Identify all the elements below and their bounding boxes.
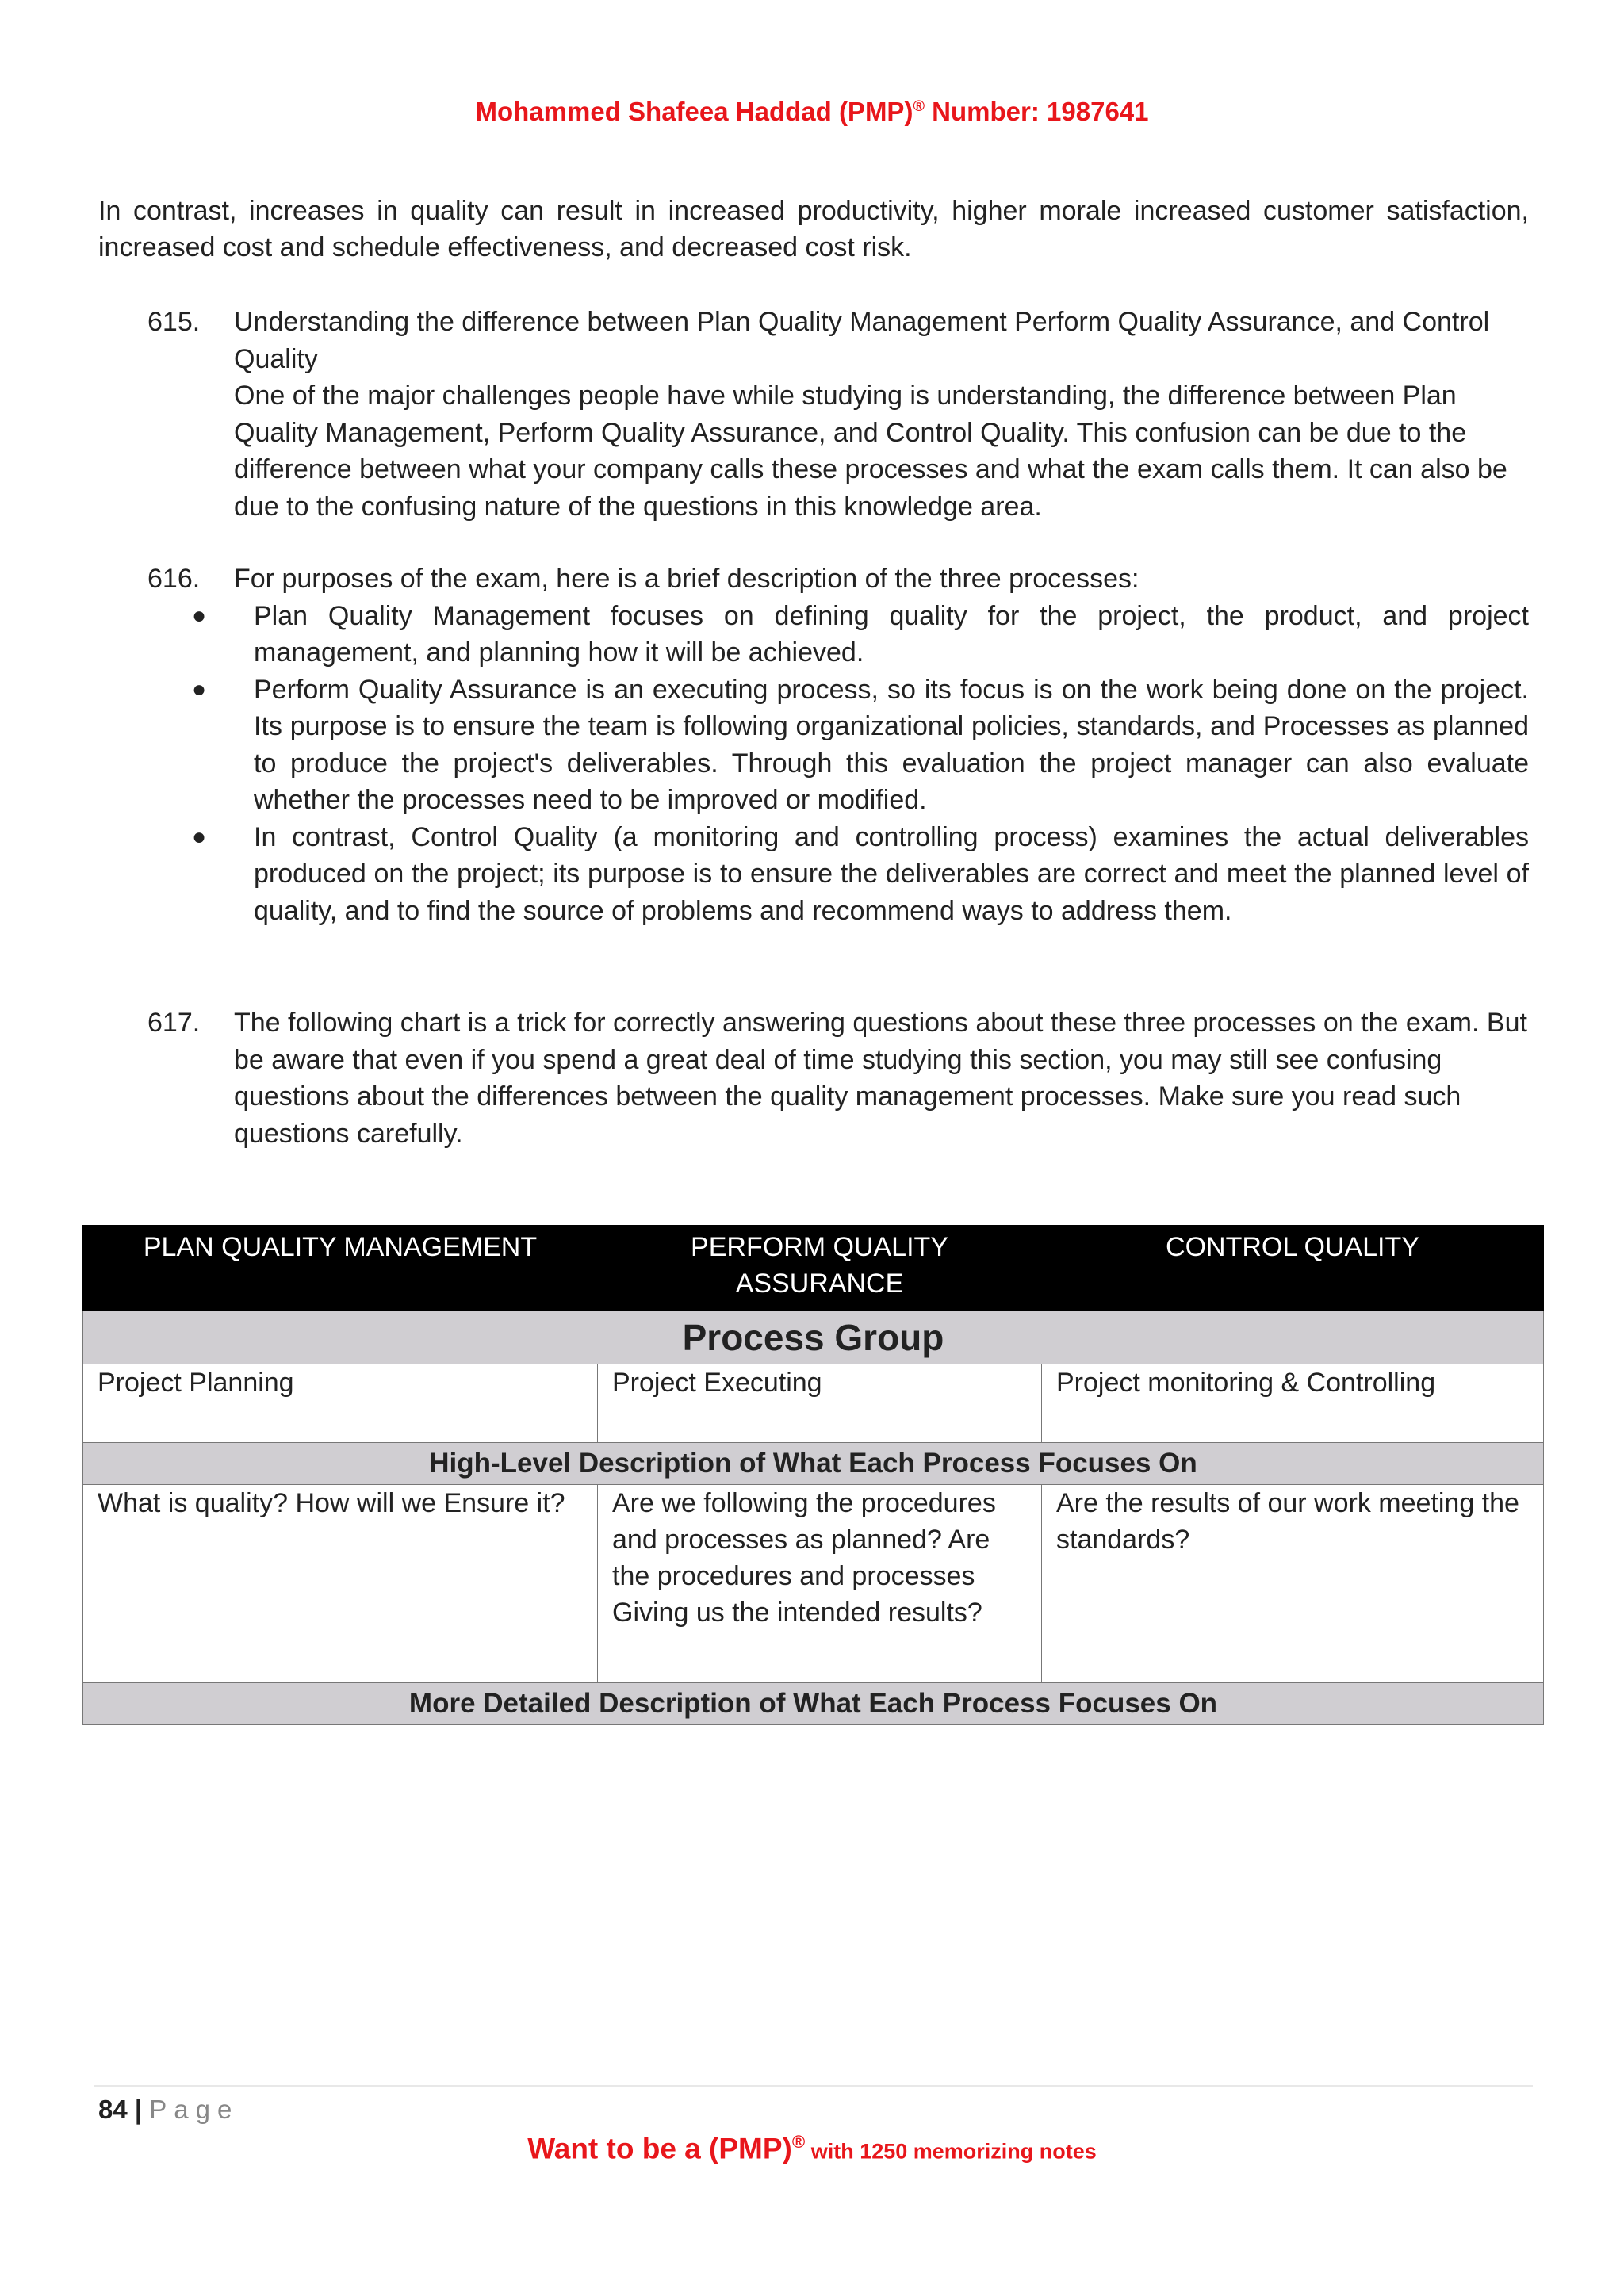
band-high-level: High-Level Description of What Each Process Focuses On: [83, 1443, 1544, 1485]
table-row: [83, 1485, 1544, 1683]
bullet-text: Perform Quality Assurance is an executing process, so its focus is on the work being done on the project. Its purpose is to ensure the team is following organizational policies, standards, and Processes as planned to produce the project's deliverables. Through this evaluation the project manager can also evaluate whether the processes need to be improved or modified.: [254, 674, 1529, 815]
bullet-item: [98, 672, 1529, 819]
table-header-row: [83, 1226, 1544, 1311]
page-number-sep: |: [127, 2095, 150, 2124]
table-cell: Are the results of our work meeting the standards?: [1042, 1485, 1544, 1683]
bullet-text: In contrast, Control Quality (a monitoring and controlling process) examines the actual deliverables produced on the project; its purpose is to ensure the deliverables are correct and meet the planned level of quality, and to find the source of problems and recommend ways to address them.: [254, 821, 1529, 926]
item-title: For purposes of the exam, here is a brief description of the three processes:: [234, 564, 1139, 594]
intro-paragraph: In contrast, increases in quality can result in increased productivity, higher morale increased customer satisfaction, increased cost and schedule effectiveness, and decreased cost risk.: [98, 196, 1529, 262]
header-plan-quality: PLAN QUALITY MANAGEMENT: [83, 1226, 598, 1311]
table-cell: Are we following the procedures and processes as planned? Are the procedures and processes Giving us the intended results?: [598, 1485, 1042, 1683]
bullet-icon: ●: [192, 675, 207, 702]
item-615: [98, 304, 1529, 525]
table-band-row: [83, 1443, 1544, 1485]
quality-process-table: [82, 1225, 1544, 1725]
bullet-text: Plan Quality Management focuses on defining quality for the project, the product, and project management, and planning how it will be achieved.: [254, 600, 1529, 668]
bullet-icon: ●: [192, 823, 207, 850]
item-616: [98, 561, 1529, 929]
item-text: One of the major challenges people have while studying is understanding, the difference between Plan Quality Management, Perform Quality Assurance, and Control Quality. This confusion can be due to the difference between what your company calls these processes and what the exam calls them. It can also be due to the confusing nature of the questions in this knowledge area.: [234, 381, 1507, 522]
footer-small: with 1250 memorizing notes: [805, 2139, 1097, 2164]
item-number: 617.: [147, 1008, 201, 1038]
bullet-item: [98, 819, 1529, 930]
table-cell: Project monitoring & Controlling: [1042, 1364, 1544, 1443]
page-number-value: 84: [98, 2095, 128, 2124]
header-reg: ®: [913, 98, 925, 115]
table-band-row: [83, 1311, 1544, 1364]
bullet-list: [98, 598, 1529, 930]
header-perform-qa: PERFORM QUALITY ASSURANCE: [598, 1226, 1042, 1311]
table-cell: What is quality? How will we Ensure it?: [83, 1485, 598, 1683]
item-number: 616.: [147, 564, 201, 594]
table-cell: Project Planning: [83, 1364, 598, 1443]
item-text: The following chart is a trick for correctly answering questions about these three processes on the exam. But be aware that even if you spend a great deal of time studying this section, you may still see confusing questions about the differences between the quality management processes. Make sure you read such questions carefully.: [234, 1008, 1527, 1149]
table-cell: Project Executing: [598, 1364, 1042, 1443]
item-title: Understanding the difference between Plan Quality Management Perform Quality Assurance, and Control Quality: [234, 307, 1490, 374]
header-name: Mohammed Shafeea Haddad (PMP): [475, 97, 914, 126]
footer-divider: [94, 2085, 1533, 2087]
footer-reg: ®: [791, 2132, 806, 2152]
bullet-item: [98, 598, 1529, 672]
page-number: [98, 2095, 239, 2125]
band-process-group: Process Group: [83, 1311, 1544, 1364]
band-detailed: More Detailed Description of What Each Process Focuses On: [83, 1683, 1544, 1725]
footer-main: Want to be a (PMP): [527, 2132, 792, 2165]
page-footer: [0, 2132, 1624, 2165]
table-band-row: [83, 1683, 1544, 1725]
page-word: Page: [149, 2095, 239, 2124]
header-number: Number: 1987641: [925, 97, 1149, 126]
header-control-quality: CONTROL QUALITY: [1042, 1226, 1544, 1311]
page-header: [0, 97, 1624, 127]
item-617: [98, 1004, 1529, 1152]
bullet-icon: ●: [192, 602, 207, 629]
item-number: 615.: [147, 307, 201, 337]
table-row: [83, 1364, 1544, 1443]
